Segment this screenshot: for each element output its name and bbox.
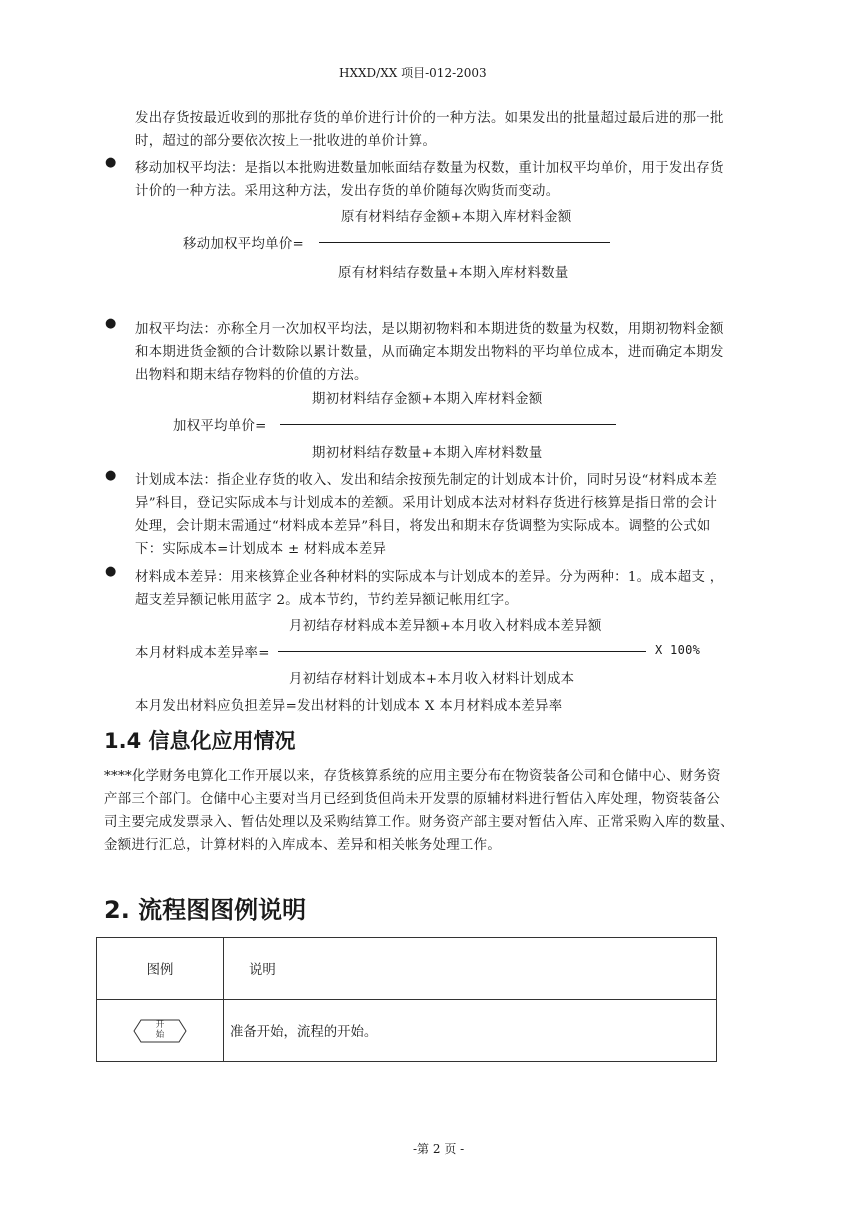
intro-line-1: 发出存货按最近收到的那批存货的单价进行计价的一种方法。如果发出的批量超过最后进的那一批 — [135, 111, 724, 126]
start-symbol-label: 开 始 — [155, 1019, 165, 1040]
doc-header-id: HXXD/XX 项目-012-2003 — [339, 66, 487, 80]
moving-avg-numerator: 原有材料结存金额+本期入库材料金额 — [341, 210, 572, 225]
weighted-avg-numerator: 期初材料结存金额+本期入库材料金额 — [312, 392, 543, 407]
page-number: -第 2 页 - — [413, 1142, 465, 1156]
bullet-icon: ● — [105, 316, 117, 331]
intro-line-2: 时，超过的部分要依次按上一批收进的单价计算。 — [135, 134, 437, 149]
moving-avg-line-2: 计价的一种方法。采用这种方法，发出存货的单价随每次购货而变动。 — [135, 184, 560, 199]
fraction-bar — [278, 651, 646, 652]
weighted-avg-line-1: 加权平均法：亦称全月一次加权平均法，是以期初物料和本期进货的数量为权数，用期初物料金额 — [135, 322, 724, 337]
variance-numerator: 月初结存材料成本差异额+本月收入材料成本差异额 — [289, 619, 602, 634]
section-1-4-line-2: 产部三个部门。仓储中心主要对当月已经到货但尚未开发票的原辅材料进行暂估入库处理，物资装备公 — [104, 792, 721, 807]
moving-avg-lhs: 移动加权平均单价= — [183, 237, 305, 252]
moving-avg-line-1: 移动加权平均法：是指以本批购进数量加帐面结存数量为权数，重计加权平均单价，用于发出存货 — [135, 161, 724, 176]
moving-avg-denominator: 原有材料结存数量+本期入库材料数量 — [338, 266, 569, 281]
bullet-icon: ● — [105, 564, 117, 579]
legend-row — [97, 1000, 717, 1062]
fraction-bar — [280, 424, 616, 425]
section-1-4-line-1: ****化学财务电算化工作开展以来，存货核算系统的应用主要分布在物资装备公司和仓储中心、财务资 — [104, 769, 721, 784]
bullet-icon: ● — [105, 468, 117, 483]
legend-symbol-cell — [97, 1000, 224, 1062]
weighted-avg-lhs: 加权平均单价= — [173, 419, 267, 434]
legend-header-desc: 说明 — [224, 938, 717, 1000]
plan-cost-line-4: 下：实际成本=计划成本 ± 材料成本差异 — [135, 542, 387, 557]
variance-line-2: 超支差异额记帐用蓝字 2。成本节约，节约差异额记帐用红字。 — [135, 593, 519, 608]
weighted-avg-line-2: 和本期进货金额的合计数除以累计数量，从而确定本期发出物料的平均单位成本，进而确定本期发 — [135, 345, 724, 360]
plan-cost-line-1: 计划成本法：指企业存货的收入、发出和结余按预先制定的计划成本计价，同时另设“材料成本差 — [135, 473, 718, 488]
section-1-4-line-3: 司主要完成发票录入、暂估处理以及采购结算工作。财务资产部主要对暂估入库、正常采购入库的数量、 — [104, 815, 734, 830]
weighted-avg-line-3: 出物料和期末结存物料的价值的方法。 — [135, 368, 368, 383]
plan-cost-line-2: 异”科目，登记实际成本与计划成本的差额。采用计划成本法对材料存货进行核算是指日常的会计 — [135, 496, 718, 511]
weighted-avg-denominator: 期初材料结存数量+本期入库材料数量 — [312, 446, 543, 461]
section-1-4-title: 1.4 信息化应用情况 — [104, 729, 296, 753]
plan-cost-line-3: 处理，会计期末需通过“材料成本差异”科目，将发出和期末存货调整为实际成本。调整的公式如 — [135, 519, 711, 534]
variance-denominator: 月初结存材料计划成本+本月收入材料计划成本 — [289, 672, 575, 687]
start-terminator-icon — [133, 1019, 187, 1043]
variance-last-line: 本月发出材料应负担差异=发出材料的计划成本 X 本月材料成本差异率 — [135, 699, 563, 714]
variance-line-1: 材料成本差异：用来核算企业各种材料的实际成本与计划成本的差异。分为两种：1。成本超支 ， — [135, 570, 724, 585]
section-1-4-line-4: 金额进行汇总，计算材料的入库成本、差异和相关帐务处理工作。 — [104, 838, 502, 853]
legend-desc-cell: 准备开始，流程的开始。 — [224, 1000, 717, 1062]
variance-times-100: X 100% — [655, 643, 701, 657]
section-2-title: 2. 流程图图例说明 — [104, 896, 307, 924]
legend-table — [96, 937, 717, 1062]
variance-lhs: 本月材料成本差异率= — [135, 646, 270, 661]
legend-header-symbol: 图例 — [97, 938, 224, 1000]
legend-header-row — [97, 938, 717, 1000]
bullet-icon: ● — [105, 155, 117, 170]
fraction-bar — [319, 242, 610, 243]
